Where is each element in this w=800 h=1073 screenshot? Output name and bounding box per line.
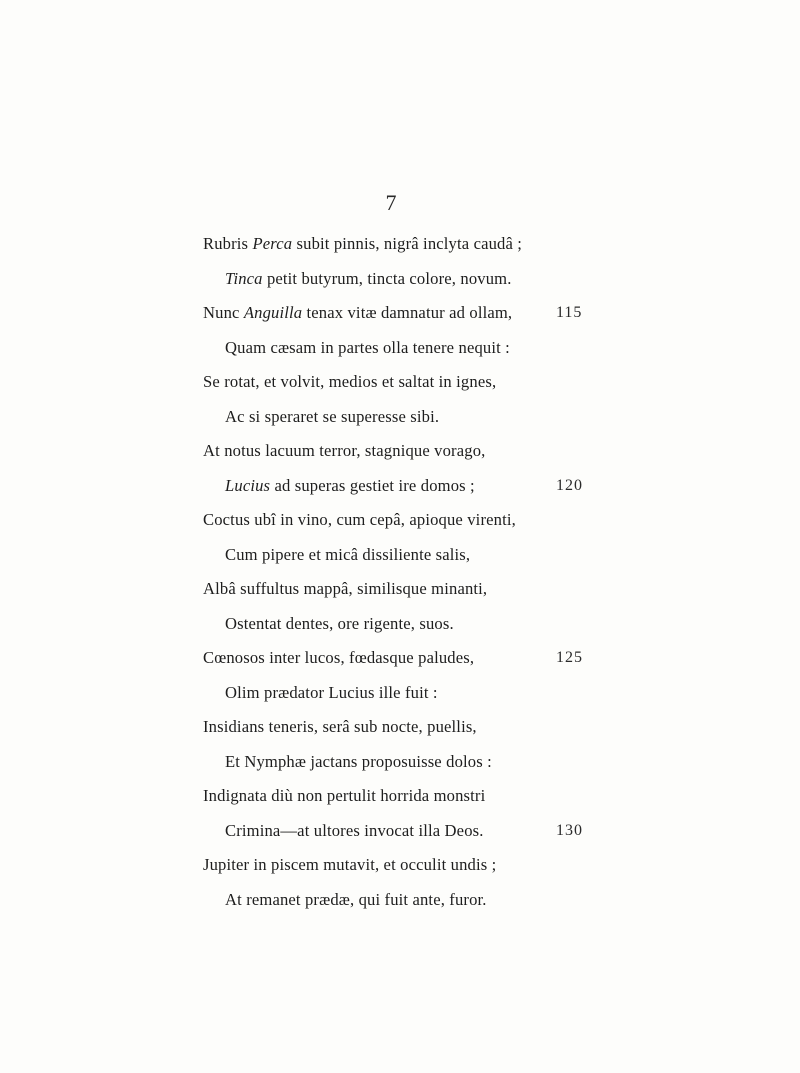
verse-line [0, 365, 800, 400]
verse-line-text: Olim prædator Lucius ille fuit : [225, 682, 438, 702]
line-number: 120 [556, 476, 583, 494]
line-number: 130 [556, 821, 583, 839]
verse-line-text: Et Nymphæ jactans proposuisse dolos : [225, 751, 492, 771]
verse-line [0, 710, 800, 745]
verse-line [0, 262, 800, 297]
verse-line [0, 745, 800, 780]
verse-line-text: Cum pipere et micâ dissiliente salis, [225, 544, 471, 564]
verse-line-text: Quam cæsam in partes olla tenere nequit : [225, 337, 510, 357]
verse-line-text: Tinca petit butyrum, tincta colore, novum. [225, 268, 512, 288]
line-number: 115 [556, 304, 583, 321]
verse-line-text: Insidians teneris, serâ sub nocte, puellis, [203, 717, 477, 736]
verse-line [0, 434, 800, 469]
verse-line [0, 641, 800, 676]
verse-line-text: Ostentat dentes, ore rigente, suos. [225, 613, 454, 633]
page-number: 7 [385, 190, 397, 215]
verse-line-text: Se rotat, et volvit, medios et saltat in ignes, [203, 372, 497, 391]
verse-line-text: Coctus ubî in vino, cum cepâ, apioque virenti, [203, 510, 516, 529]
verse-line [0, 227, 800, 262]
verse-line [0, 400, 800, 435]
verse-line-text: Crimina—at ultores invocat illa Deos. [225, 820, 484, 840]
verse-line-text: Albâ suffultus mappâ, similisque minanti, [203, 579, 488, 598]
verse-line [0, 779, 800, 814]
verse-line-text: Rubris Perca subit pinnis, nigrâ inclyta caudâ ; [203, 234, 523, 253]
verse-line [0, 538, 800, 573]
verse-line [0, 883, 800, 918]
verse-line [0, 676, 800, 711]
verse-line [0, 469, 800, 504]
verse-line-text: At remanet prædæ, qui fuit ante, furor. [225, 889, 487, 909]
verse-line [0, 572, 800, 607]
verse-line [0, 607, 800, 642]
verse-line-text: At notus lacuum terror, stagnique vorago, [203, 441, 486, 460]
verse-line-text: Nunc Anguilla tenax vitæ damnatur ad ollam, [203, 303, 513, 322]
verse-line [0, 503, 800, 538]
verse-line-text: Indignata diù non pertulit horrida monstri [203, 786, 486, 805]
verse-line-text: Cœnosos inter lucos, fœdasque paludes, [203, 648, 475, 667]
verse-line-text: Lucius ad superas gestiet ire domos ; [225, 475, 475, 495]
verse-line [0, 848, 800, 883]
verse-line [0, 331, 800, 366]
line-number: 125 [556, 649, 583, 666]
verse-line [0, 296, 800, 331]
verse-line [0, 814, 800, 849]
verse-line-text: Jupiter in piscem mutavit, et occulit undis ; [203, 855, 497, 874]
verse-line-text: Ac si speraret se superesse sibi. [225, 406, 440, 426]
verse-block [0, 227, 800, 917]
